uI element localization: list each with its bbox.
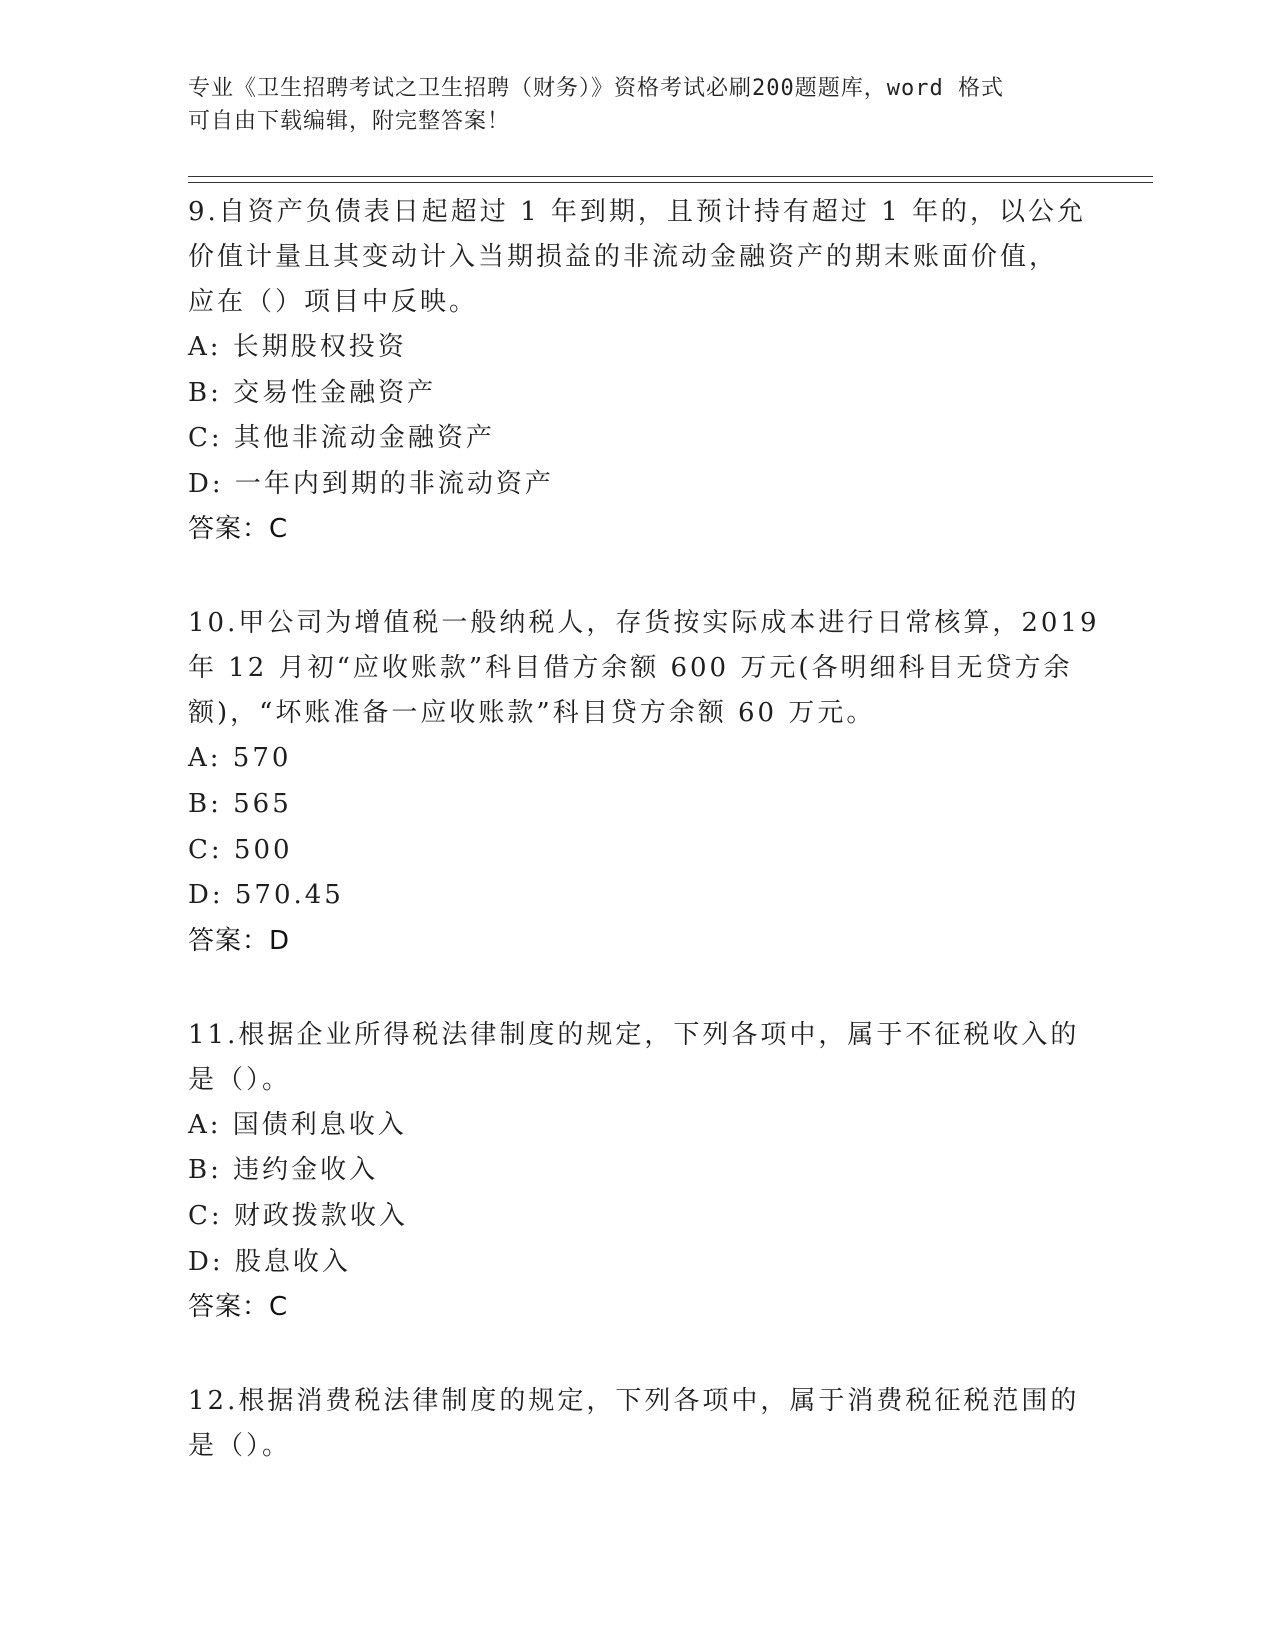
stem-line: 11.根据企业所得税法律制度的规定，下列各项中，属于不征税收入的 bbox=[188, 1019, 1080, 1050]
header-line: 可自由下载编辑，附完整答案！ bbox=[188, 109, 511, 134]
stem-line: 额)，“坏账准备一应收账款”科目贷方余额 60 万元。 bbox=[188, 698, 876, 729]
header-divider bbox=[188, 182, 1153, 183]
stem-line: 年 12 月初“应收账款”科目借方余额 600 万元(各明细科目无贷方余 bbox=[188, 653, 1073, 684]
stem-line: 是（）。 bbox=[188, 1064, 292, 1095]
option-d: D: 股息收入 bbox=[188, 1246, 351, 1277]
document-header bbox=[188, 72, 1088, 138]
question-stem bbox=[188, 1379, 1088, 1469]
stem-line: 9.自资产负债表日起超过 1 年到期，且预计持有超过 1 年的，以公允 bbox=[188, 197, 1086, 227]
option-c: C: 其他非流动金融资产 bbox=[188, 423, 495, 454]
option-b: B: 交易性金融资产 bbox=[188, 377, 437, 408]
option-d: D: 一年内到期的非流动资产 bbox=[188, 468, 554, 499]
option-c: C: 500 bbox=[188, 834, 293, 865]
stem-line: 价值计量且其变动计入当期损益的非流动金融资产的期末账面价值， bbox=[188, 242, 1059, 272]
question-11 bbox=[188, 1013, 1088, 1330]
answer-line: 答案：C bbox=[188, 514, 289, 545]
question-stem bbox=[188, 190, 1088, 325]
question-9 bbox=[188, 190, 1088, 552]
stem-line: 应在（）项目中反映。 bbox=[188, 287, 479, 317]
question-stem bbox=[188, 601, 1100, 736]
option-a: A: 长期股权投资 bbox=[188, 332, 407, 362]
option-a: A: 570 bbox=[188, 743, 292, 774]
stem-line: 是（）。 bbox=[188, 1431, 292, 1462]
stem-line: 10.甲公司为增值税一般纳税人，存货按实际成本进行日常核算，2019 bbox=[188, 608, 1100, 639]
question-10 bbox=[188, 601, 1100, 963]
question-list bbox=[188, 190, 1100, 1518]
header-divider bbox=[188, 176, 1153, 177]
option-c: C: 财政拨款收入 bbox=[188, 1200, 408, 1231]
option-a: A: 国债利息收入 bbox=[188, 1109, 407, 1140]
answer-line: 答案：C bbox=[188, 1292, 289, 1323]
question-stem bbox=[188, 1013, 1088, 1103]
question-12 bbox=[188, 1379, 1088, 1469]
option-b: B: 违约金收入 bbox=[188, 1155, 379, 1186]
option-b: B: 565 bbox=[188, 788, 292, 819]
stem-line: 12.根据消费税法律制度的规定，下列各项中，属于消费税征税范围的 bbox=[188, 1386, 1080, 1417]
option-d: D: 570.45 bbox=[188, 880, 344, 911]
header-line: 专业《卫生招聘考试之卫生招聘（财务）》资格考试必刷200题题库，word 格式 bbox=[188, 76, 1004, 101]
answer-line: 答案：D bbox=[188, 925, 291, 956]
